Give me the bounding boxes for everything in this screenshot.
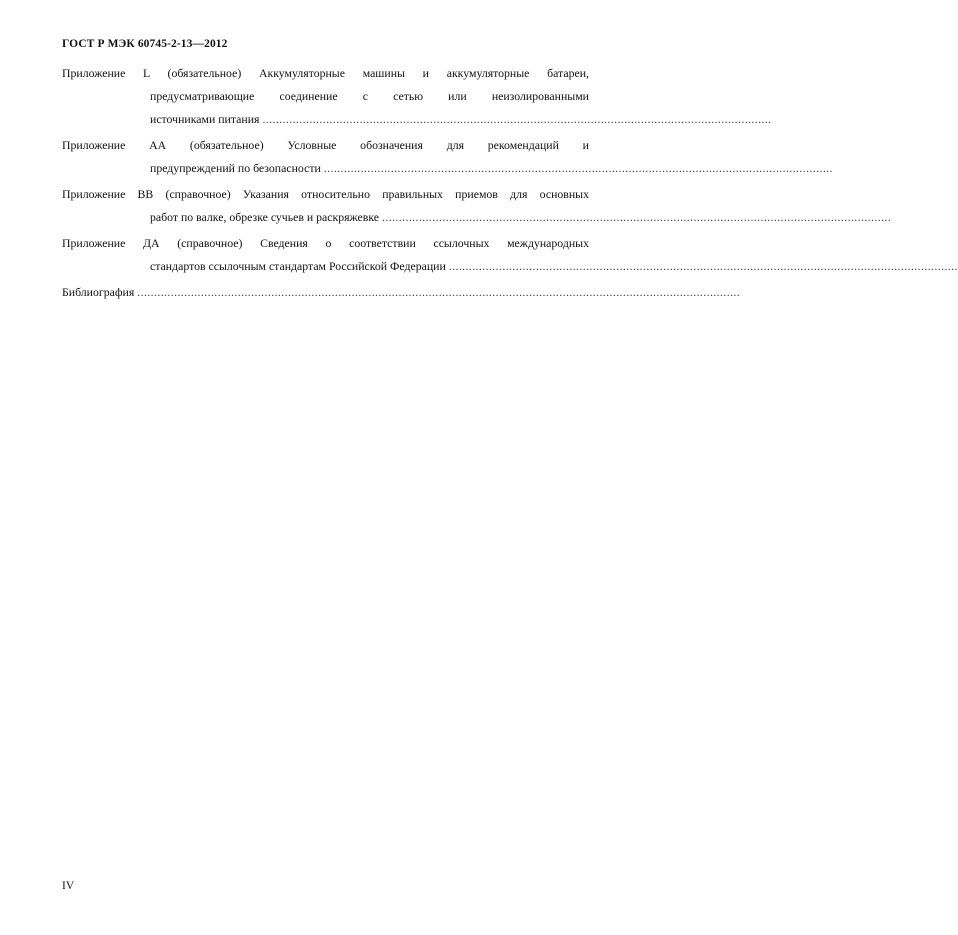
dot-leader: ........................................................................................................................................................	[262, 112, 772, 126]
toc-entry-last-line	[62, 108, 772, 131]
toc-entry-appendix-bb[interactable]	[62, 183, 892, 229]
dot-leader: ........................................................................................................................................................	[382, 210, 892, 224]
toc-entry-appendix-aa[interactable]	[62, 134, 833, 180]
toc-entry-last-line	[62, 281, 741, 304]
toc-entry-line: Приложение L (обязательное) Аккумуляторные машины и аккумуляторные батареи,	[62, 66, 589, 80]
toc-entry-appendix-l[interactable]	[62, 62, 772, 131]
document-header: ГОСТ Р МЭК 60745-2-13—2012	[62, 38, 228, 50]
toc-entry-last-line	[62, 255, 958, 278]
dot-leader: ....................................................................................................................................................................................	[137, 285, 741, 299]
toc-entry-last-line	[62, 206, 892, 229]
toc-entry-line: Приложение ВВ (справочное) Указания относительно правильных приемов для основных	[62, 187, 589, 201]
toc-entry-line: Приложение ДА (справочное) Сведения о соответствии ссылочных международных	[62, 236, 589, 250]
dot-leader: ........................................................................................................................................................	[323, 161, 833, 175]
toc-entry-line: предупреждений по безопасности	[150, 161, 321, 175]
toc-entry-line: источниками питания	[150, 112, 260, 126]
toc-entry-appendix-da[interactable]	[62, 232, 958, 278]
toc-entry-line: предусматривающие соединение с сетью или неизолированными	[150, 89, 589, 103]
toc-entry-line: стандартов ссылочным стандартам Российской Федерации	[150, 259, 446, 273]
page-number: IV	[62, 880, 75, 892]
dot-leader: ........................................................................................................................................................	[448, 259, 958, 273]
table-of-contents	[62, 62, 958, 307]
toc-entry-bibliography[interactable]	[62, 281, 741, 304]
toc-entry-line: Библиография	[62, 285, 135, 299]
toc-entry-last-line	[62, 157, 833, 180]
toc-entry-line: Приложение АА (обязательное) Условные обозначения для рекомендаций и	[62, 138, 589, 152]
toc-entry-line: работ по валке, обрезке сучьев и раскряжевке	[150, 210, 380, 224]
